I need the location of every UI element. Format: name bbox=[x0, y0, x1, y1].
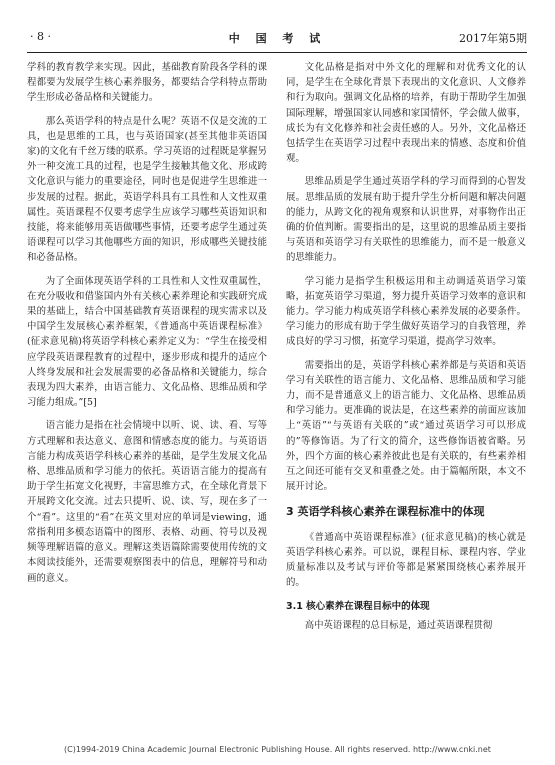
right-paragraph-3: 学习能力是指学生积极运用和主动调适英语学习策略，拓宽英语学习渠道，努力提升英语学习效率的意识和能力。学习能力构成英语学科核心素养发展的必要条件。学习能力的形成有助于学生做好英语学习的自我管理，养成良好的学习习惯，拓宽学习渠道，提高学习效率。 bbox=[286, 275, 526, 348]
right-paragraph-2: 思维品质是学生通过英语学科的学习而得到的心智发展。思维品质的发展有助于提升学生分析问题和解决问题的能力，从跨文化的视角观察和认识世界，对事物作出正确的价值判断。需要指出的是，这里说的思维品质主要指与英语和英语学习有关联性的思维能力，而不是一般意义的思维能力。 bbox=[286, 176, 526, 264]
section-paragraph: 《普通高中英语课程标准》(征求意见稿)的核心就是英语学科核心素养。可以说，课程目标、课程内容、学业质量标准以及考试与评价等都是紧紧围绕核心素养展开的。 bbox=[286, 531, 526, 589]
journal-name: 中 国 考 试 bbox=[228, 32, 327, 45]
page-number: · 8 · bbox=[30, 30, 51, 43]
subsection-heading: 3.1 核心素养在课程目标中的体现 bbox=[286, 600, 430, 612]
right-paragraph-4: 需要指出的是，英语学科核心素养都是与英语和英语学习有关联性的语言能力、文化品格、思维品质和学习能力，而不是普通意义上的语言能力、文化品格、思维品质和学习能力。更准确的说法是，在这些素养的前面应该加上“英语”“与英语有关联的”或“通过英语学习可以形成的”等修饰语。为了行文的简介，这些修饰语被省略。另外，四个方面的核心素养彼此也是有关联的，有些素养相互之间还可能有交叉和重叠之处。由于篇幅所限，本文不展开讨论。 bbox=[286, 359, 526, 493]
section-heading: 3 英语学科核心素养在课程标准中的体现 bbox=[286, 505, 485, 519]
issue-label: 2017年第5期 bbox=[459, 32, 527, 45]
right-paragraph-1: 文化品格是指对中外文化的理解和对优秀文化的认同，是学生在全球化背景下表现出的文化意识、人文修养和行为取向。强调文化品格的培养，有助于帮助学生加强国际理解，增强国家认同感和家国情怀，学会做人做事，成长为有文化修养和社会责任感的人。另外，文化品格还包括学生在英语学习过程中表现出来的情感、态度和价值观。 bbox=[286, 62, 526, 165]
running-header bbox=[0, 30, 555, 46]
right-column bbox=[286, 60, 526, 740]
copyright-footer: (C)1994-2019 China Academic Journal Electronic Publishing House. All rights reserved. http://www.cnki.net bbox=[64, 745, 491, 754]
left-column bbox=[27, 60, 267, 740]
left-paragraph-4: 语言能力是指在社会情境中以听、说、读、看、写等方式理解和表达意义、意图和情感态度的能力。与英语语言能力构成英语学科核心素养的基础，是学生发展文化品格、思维品质和学习能力的依托。英语语言能力的提高有助于学生拓宽文化视野，丰富思维方式，在全球化背景下开展跨文化交流。过去只提听、说、读、写，现在多了一个“看”。这里的“看”在英文里对应的单词是viewing，通常指利用多模态语篇中的图形、表格、动画、符号以及视频等理解语篇的意义。理解这类语篇除需要使用传统的文本阅读技能外，还需要观察图表中的信息，理解符号和动画的意义。 bbox=[27, 420, 267, 584]
header-rule bbox=[27, 52, 527, 53]
subsection-paragraph: 高中英语课程的总目标是，通过英语课程贯彻 bbox=[304, 619, 493, 631]
left-paragraph-2: 那么英语学科的特点是什么呢？英语不仅是交流的工具，也是思维的工具，也与英语国家(甚至其他非英语国家)的文化有千丝万缕的联系。学习英语的过程既是掌握另外一种交流工具的过程，也是学生接触其他文化、形成跨文化意识与能力的重要途径，同时也是促进学生思维进一步发展的过程。据此，英语学科具有工具性和人文性双重属性。英语课程不仅要考虑学生应该学习哪些英语知识和技能，将来能够用英语做哪些事情，还要考虑学生通过英语课程可以学习其他哪些方面的知识，形成哪些关键技能和必备品格。 bbox=[27, 115, 267, 264]
left-paragraph-3: 为了全面体现英语学科的工具性和人文性双重属性，在充分吸收和借鉴国内外有关核心素养理论和实践研究成果的基础上，结合中国基础教育英语课程的现实需求以及中国学生发展核心素养框架，《普通高中英语课程标准》(征求意见稿)将英语学科核心素养定义为：“学生在接受相应学段英语课程教育的过程中，逐步形成和提升的适应个人终身发展和社会发展需要的必备品格和关键能力，综合表现为四大素养，由语言能力、文化品格、思维品质和学习能力组成。”[5] bbox=[27, 275, 267, 409]
left-paragraph-1: 学科的教育教学来实现。因此，基础教育阶段各学科的课程都要为发展学生核心素养服务，都要结合学科特点帮助学生形成必备品格和关键能力。 bbox=[27, 62, 267, 104]
